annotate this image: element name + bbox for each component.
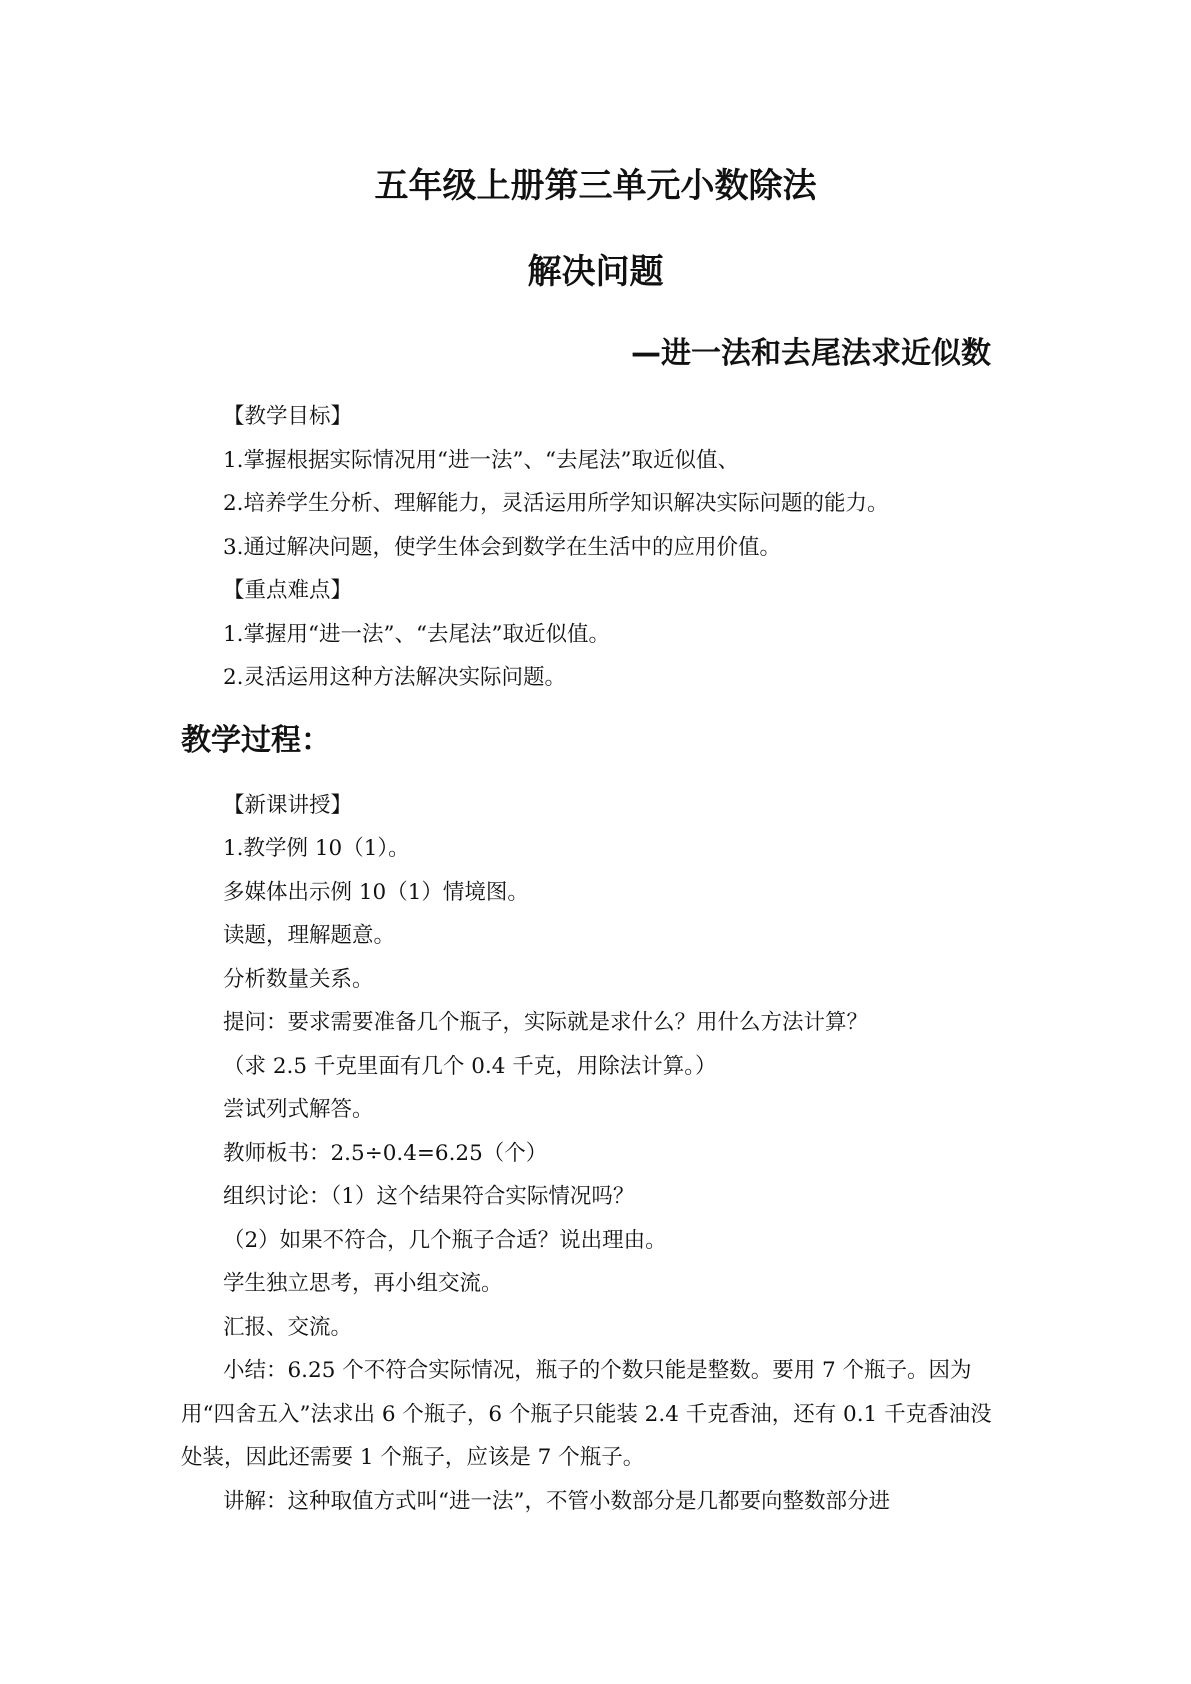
lesson-line: 提问：要求需要准备几个瓶子，实际就是求什么？用什么方法计算？ [223,1010,869,1035]
process-heading: 教学过程： [181,722,331,758]
lesson-line: 分析数量关系。 [223,966,374,992]
document-title: 五年级上册第三单元小数除法 [374,166,817,206]
lesson-line: 教师板书：2.5÷0.4=6.25（个） [223,1140,548,1166]
lesson-line: （求 2.5 千克里面有几个 0.4 千克，用除法计算。） [223,1053,717,1079]
lesson-line: 组织讨论：（1）这个结果符合实际情况吗？ [223,1184,635,1209]
lesson-header: 【新课讲授】 [223,792,353,818]
document-subsubtitle: —进一法和去尾法求近似数 [631,336,991,371]
objective-item: 2.培养学生分析、理解能力，灵活运用所学知识解决实际问题的能力。 [223,491,889,516]
objectives-header: 【教学目标】 [223,404,353,429]
objective-item: 3.通过解决问题，使学生体会到数学在生活中的应用价值。 [223,534,782,560]
objective-item: 1.掌握根据实际情况用“进一法”、“去尾法”取近似值、 [223,447,739,473]
lesson-line: （2）如果不符合，几个瓶子合适？说出理由。 [223,1227,667,1253]
key-points-header: 【重点难点】 [223,578,353,603]
lesson-line: 尝试列式解答。 [223,1097,374,1122]
lesson-line: 多媒体出示例 10（1）情境图。 [223,879,529,905]
document-body [181,395,1013,1523]
lesson-line: 学生独立思考，再小组交流。 [223,1271,503,1296]
key-point-item: 1.掌握用“进一法”、“去尾法”取近似值。 [223,621,610,647]
lesson-line: 读题，理解题意。 [223,923,396,948]
document-subtitle: 解决问题 [527,252,664,292]
lesson-line: 汇报、交流。 [223,1314,353,1340]
lesson-explanation: 讲解：这种取值方式叫“进一法”，不管小数部分是几都要向整数部分进 [223,1488,890,1514]
lesson-line: 1.教学例 10（1）。 [223,836,410,861]
lesson-summary: 小结：6.25 个不符合实际情况，瓶子的个数只能是整数。要用 7 个瓶子。因为用“四舍五入”法求出 6 个瓶子，6 个瓶子只能装 2.4 千克香油，还有 0.1 千克香油没处装，因此还需要 1 个瓶子，应该是 7 个瓶子。 [181,1358,992,1470]
key-point-item: 2.灵活运用这种方法解决实际问题。 [223,665,567,690]
